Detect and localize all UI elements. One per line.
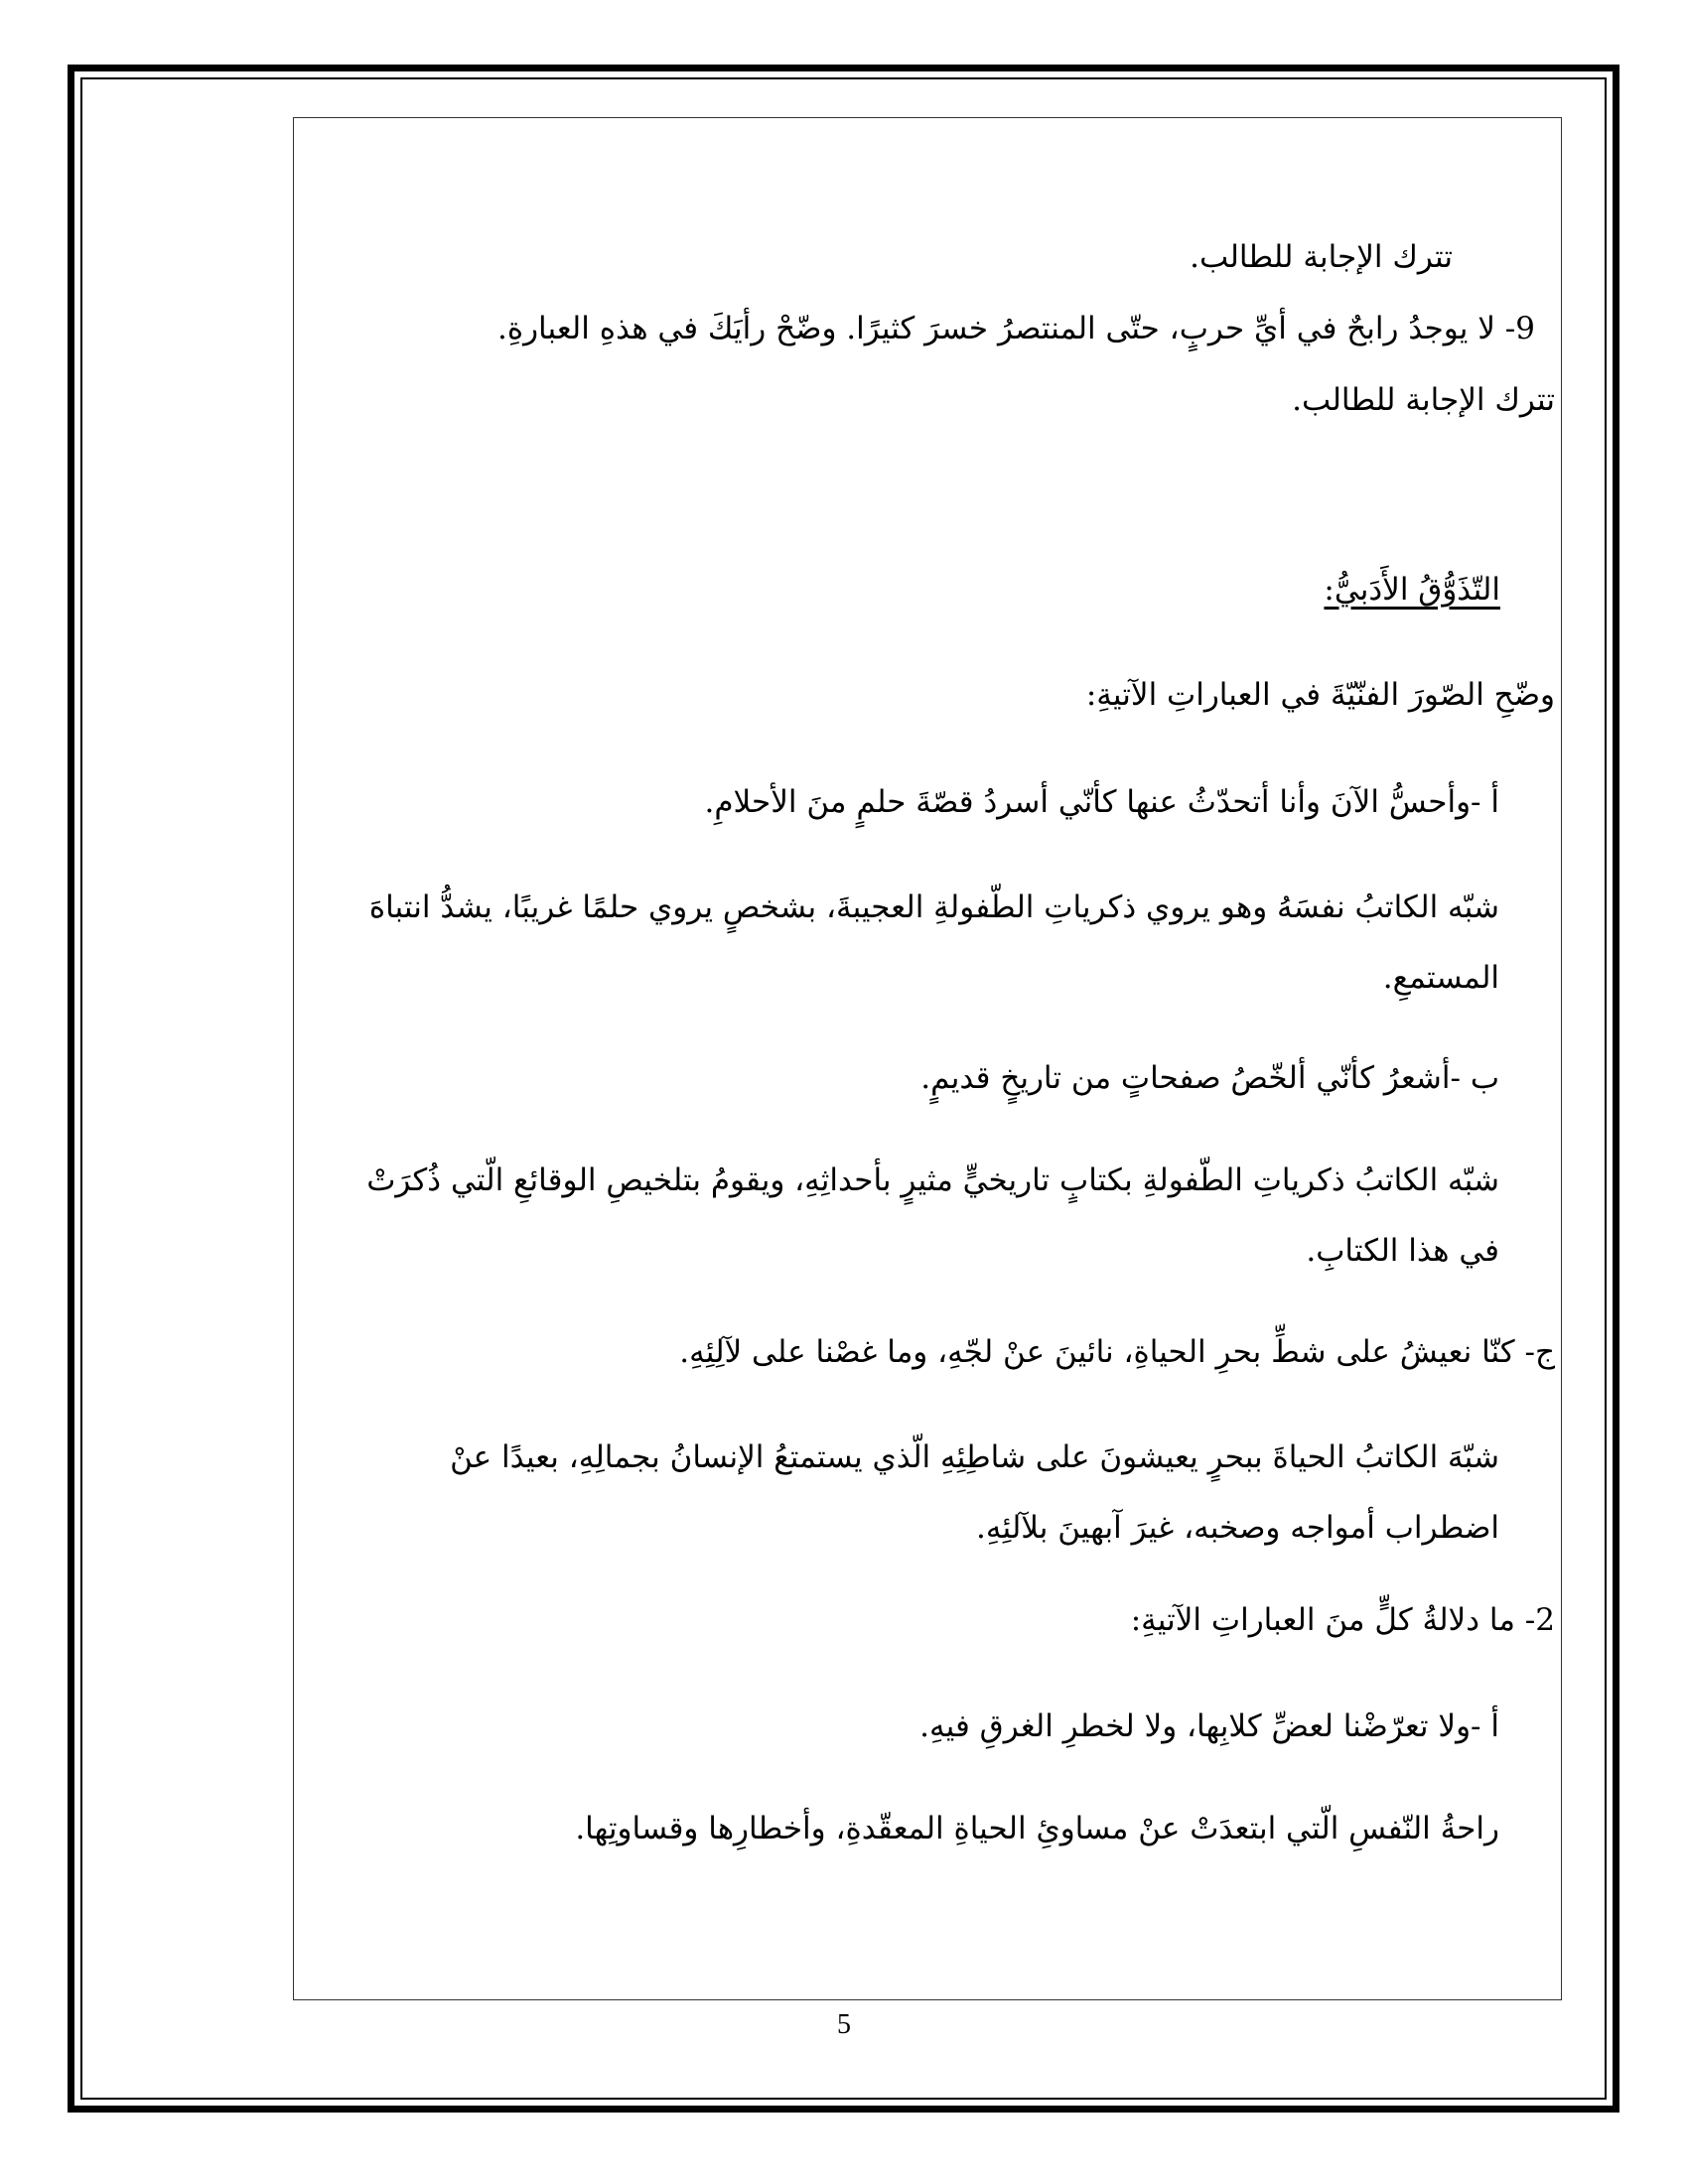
item-a-answer-line-2: المستمعِ. <box>1382 960 1499 996</box>
item-a-statement: أ -وأحسُّ الآنَ وأنا أتحدّثُ عنها كأنّي أسردُ قصّةَ حلمٍ منَ الأحلامِ. <box>704 784 1499 820</box>
item-b-answer-line-2: في هذا الكتابِ. <box>1306 1233 1499 1269</box>
content-box <box>293 117 1562 2000</box>
item-c-statement: ج- كنّا نعيشُ على شطِّ بحرِ الحياةِ، نائينَ عنْ لجّهِ، وما غصْنا على لآلِئِهِ. <box>679 1334 1555 1370</box>
item-b-answer-line-1: شبّه الكاتبُ ذكرياتِ الطّفولةِ بكتابٍ تاريخيٍّ مثيرٍ بأحداثِهِ، ويقومُ بتلخيصِ الوقائعِ الّتي ذُكرَتْ <box>366 1162 1499 1198</box>
section-heading: التّذَوُّقُ الأَدَبيُّ: <box>1324 572 1500 608</box>
page-inner-border <box>80 77 1607 2100</box>
item-a-answer-line-1: شبّه الكاتبُ نفسَهُ وهو يروي ذكرياتِ الطّفولةِ العجيبةَ، بشخصٍ يروي حلمًا غريبًا، يشدُّ انتباهَ <box>368 889 1499 925</box>
question-2-item-a-answer: راحةُ النّفسِ الّتي ابتعدَتْ عنْ مساوئِ الحياةِ المعقّدةِ، وأخطارِها وقساوتِها. <box>575 1811 1499 1846</box>
item-c-answer-line-1: شبّهَ الكاتبُ الحياةَ ببحرٍ يعيشونَ على شاطِئِهِ الّذي يستمتعُ الإنسانُ بجمالِهِ، بعيدًا عنْ <box>450 1439 1499 1475</box>
item-b-statement: ب -أشعرُ كأنّي ألخّصُ صفحاتٍ من تاريخٍ قديمٍ. <box>920 1060 1499 1096</box>
instruction-line: وضّحِ الصّورَ الفنّيّةَ في العباراتِ الآتيةِ: <box>1085 677 1555 713</box>
answer-note-2: تترك الإجابة للطالب. <box>1292 382 1555 418</box>
item-c-answer-line-2: اضطراب أمواجه وصخبه، غيرَ آبهينَ بلآلئِهِ. <box>976 1510 1499 1546</box>
question-2: 2- ما دلالةُ كلٍّ منَ العباراتِ الآتيةِ: <box>1130 1602 1555 1638</box>
question-2-item-a-statement: أ -ولا تعرّضْنا لعضِّ كلابِها، ولا لخطرِ الغرقِ فيهِ. <box>919 1708 1499 1744</box>
page-number: 5 <box>837 2009 851 2040</box>
question-9: 9- لا يوجدُ رابحٌ في أيِّ حربٍ، حتّى المنتصرُ خسرَ كثيرًا. وضّحْ رأيَكَ في هذهِ العبارةِ. <box>496 311 1535 346</box>
answer-note-1: تترك الإجابة للطالب. <box>1190 239 1453 275</box>
